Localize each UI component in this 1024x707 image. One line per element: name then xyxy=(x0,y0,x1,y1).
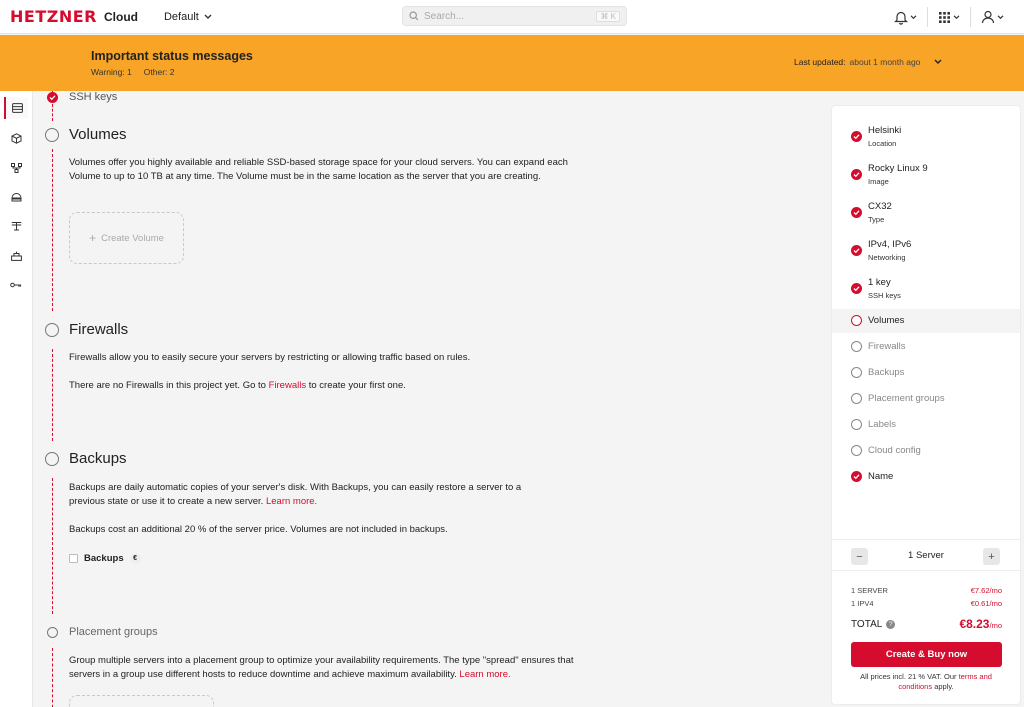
load-balancer-icon xyxy=(11,192,22,202)
total-row xyxy=(851,617,1002,631)
plus-icon: + xyxy=(89,231,97,245)
project-name: Default xyxy=(163,10,199,23)
price-label: 1 IPV4 xyxy=(851,599,874,608)
decrease-quantity-button[interactable]: − xyxy=(851,548,868,565)
placement-groups-learn-more-link[interactable]: Learn more. xyxy=(459,669,511,680)
warning-count: Warning: 1 xyxy=(91,67,132,77)
sidebar-item-servers[interactable] xyxy=(4,97,28,119)
summary-value: Rocky Linux 9 xyxy=(868,163,928,174)
sidebar-item-floating-ips[interactable] xyxy=(4,245,28,267)
create-volume-label: Create Volume xyxy=(101,232,164,244)
chevron-down-icon xyxy=(204,14,212,20)
summary-item-firewalls[interactable] xyxy=(832,335,1020,359)
summary-item-location[interactable] xyxy=(832,124,1020,154)
step-circle-icon xyxy=(45,452,59,466)
other-count: Other: 2 xyxy=(143,67,175,77)
step-circle-icon xyxy=(851,393,862,404)
step-circle-icon xyxy=(851,315,862,326)
order-summary-panel xyxy=(832,106,1020,704)
firewalls-link[interactable]: Firewalls xyxy=(268,380,307,391)
summary-item-image[interactable] xyxy=(832,162,1020,192)
help-icon[interactable]: ? xyxy=(886,620,895,629)
check-circle-icon xyxy=(851,207,862,218)
notifications-button[interactable] xyxy=(884,7,927,27)
user-icon xyxy=(981,10,995,24)
account-menu-button[interactable] xyxy=(971,7,1014,27)
increase-quantity-button[interactable]: + xyxy=(983,548,1000,565)
search-input[interactable] xyxy=(424,11,574,22)
network-icon xyxy=(11,163,22,173)
total-price-value: €8.23 xyxy=(959,617,990,631)
firewalls-empty-after: to create your first one. xyxy=(308,380,406,391)
firewalls-empty-text xyxy=(69,379,569,393)
step-connector xyxy=(52,149,53,311)
firewalls-description: Firewalls allow you to easily secure your servers by restricting or allowing traffic based on rules. xyxy=(69,352,471,363)
sidebar-item-firewalls[interactable] xyxy=(4,215,28,237)
firewall-icon xyxy=(11,221,22,231)
backups-checkbox[interactable] xyxy=(69,554,78,563)
step-circle-icon xyxy=(45,323,59,337)
hetzner-logo[interactable]: HETZNER xyxy=(10,7,97,26)
create-placement-group-button[interactable] xyxy=(69,695,214,707)
summary-value: Placement groups xyxy=(868,393,945,404)
search-icon xyxy=(409,11,419,21)
backups-cost-text: Backups cost an additional 20 % of the server price. Volumes are not included in backups. xyxy=(69,524,448,535)
floating-ip-icon xyxy=(11,251,22,261)
summary-item-ssh-keys[interactable] xyxy=(832,276,1020,306)
summary-value: CX32 xyxy=(868,201,892,212)
last-updated-value: about 1 month ago xyxy=(849,57,921,67)
price-value: €0.61/mo xyxy=(970,599,1002,608)
sidebar-item-volumes[interactable] xyxy=(4,127,28,149)
section-title-volumes[interactable]: Volumes xyxy=(69,126,127,143)
price-label: 1 SERVER xyxy=(851,586,888,595)
summary-value: Helsinki xyxy=(868,125,902,136)
summary-label: Networking xyxy=(868,253,906,262)
check-circle-icon xyxy=(851,131,862,142)
summary-item-volumes[interactable] xyxy=(832,309,1020,333)
placement-groups-text: Group multiple servers into a placement group to optimize your availability requirements. The type "spread" ensures that servers in a group use different hosts to reduce downtime and achieve maximum availability. xyxy=(69,655,574,680)
backups-checkbox-row[interactable] xyxy=(69,553,141,564)
summary-item-networking[interactable] xyxy=(832,238,1020,268)
banner-title: Important status messages xyxy=(91,49,253,63)
section-title-placement-groups[interactable]: Placement groups xyxy=(69,626,158,638)
total-price xyxy=(959,617,1002,631)
step-circle-icon xyxy=(851,367,862,378)
check-circle-icon xyxy=(851,169,862,180)
backups-learn-more-link[interactable]: Learn more. xyxy=(265,496,318,507)
summary-value: Volumes xyxy=(868,315,905,326)
backups-description-text: Backups are daily automatic copies of your server's disk. With Backups, you can easily restore a server to a previous state or use it to create a new server. xyxy=(69,482,522,507)
price-row-ipv4 xyxy=(851,599,1002,608)
summary-value: Cloud config xyxy=(868,445,921,456)
create-server-form xyxy=(33,91,833,707)
vat-text: All prices incl. 21 % VAT. Our xyxy=(860,672,957,681)
server-icon xyxy=(12,103,23,113)
server-quantity-stepper xyxy=(832,539,1020,571)
search-box[interactable] xyxy=(402,6,627,26)
status-banner[interactable] xyxy=(0,35,1024,91)
price-value: €7.62/mo xyxy=(970,586,1002,595)
price-row-server xyxy=(851,586,1002,595)
backups-description xyxy=(69,481,549,509)
top-bar xyxy=(0,0,1024,34)
section-title-firewalls[interactable]: Firewalls xyxy=(69,321,129,338)
summary-value: Name xyxy=(868,471,894,482)
summary-value: Backups xyxy=(868,367,905,378)
euro-icon: € xyxy=(130,553,141,564)
check-circle-icon xyxy=(47,92,58,103)
summary-item-name[interactable] xyxy=(832,465,1020,489)
terms-link[interactable]: terms and conditions xyxy=(898,672,992,691)
step-connector xyxy=(52,648,53,707)
vat-notice xyxy=(846,672,1006,692)
summary-value: Labels xyxy=(868,419,896,430)
step-connector xyxy=(52,104,53,121)
step-circle-icon xyxy=(851,419,862,430)
create-and-buy-button[interactable]: Create & Buy now xyxy=(851,642,1002,667)
chevron-down-icon xyxy=(910,15,917,20)
step-circle-icon xyxy=(45,128,59,142)
section-title-ssh-keys[interactable]: SSH keys xyxy=(69,91,118,103)
create-volume-button[interactable] xyxy=(69,212,184,264)
logo-cloud-label: Cloud xyxy=(103,9,138,24)
sidebar-item-load-balancers[interactable] xyxy=(4,186,28,208)
summary-item-placement-groups[interactable] xyxy=(832,387,1020,411)
key-icon xyxy=(10,282,22,288)
step-connector xyxy=(52,478,53,614)
check-circle-icon xyxy=(851,245,862,256)
sidebar-item-security[interactable] xyxy=(4,274,28,296)
summary-label: Type xyxy=(868,215,885,224)
step-circle-icon xyxy=(851,445,862,456)
step-circle-icon xyxy=(851,341,862,352)
summary-item-backups[interactable] xyxy=(832,361,1020,385)
check-circle-icon xyxy=(851,283,862,294)
firewalls-empty-before: There are no Firewalls in this project yet. Go to xyxy=(69,380,266,391)
total-price-unit: /mo xyxy=(989,621,1002,630)
summary-label: SSH keys xyxy=(868,291,901,300)
apps-menu-button[interactable] xyxy=(928,7,970,27)
check-circle-icon xyxy=(851,471,862,482)
left-sidebar xyxy=(0,91,33,707)
banner-counts xyxy=(91,67,175,77)
summary-label: Location xyxy=(868,139,897,148)
banner-last-updated xyxy=(794,57,942,67)
summary-value: 1 key xyxy=(868,277,891,288)
summary-label: Image xyxy=(868,177,889,186)
backups-checkbox-label: Backups xyxy=(84,553,124,564)
project-switcher[interactable] xyxy=(164,11,212,23)
chevron-down-icon xyxy=(953,15,960,20)
section-title-backups[interactable]: Backups xyxy=(69,450,127,467)
last-updated-label: Last updated: xyxy=(794,57,846,67)
summary-item-type[interactable] xyxy=(832,200,1020,230)
total-label xyxy=(851,619,895,630)
summary-value: Firewalls xyxy=(868,341,906,352)
sidebar-item-networks[interactable] xyxy=(4,157,28,179)
bell-icon xyxy=(894,10,908,25)
chevron-down-icon xyxy=(997,15,1004,20)
server-quantity-text: 1 Server xyxy=(908,550,944,561)
grid-icon xyxy=(938,11,951,24)
chevron-down-icon[interactable] xyxy=(934,59,942,65)
summary-item-labels[interactable] xyxy=(832,413,1020,437)
vat-text-after: apply. xyxy=(934,682,954,691)
step-connector xyxy=(52,349,53,441)
summary-item-cloud-config[interactable] xyxy=(832,439,1020,463)
cube-icon xyxy=(11,133,22,144)
placement-groups-description xyxy=(69,654,574,682)
step-circle-icon xyxy=(47,627,58,638)
total-label-text: TOTAL xyxy=(851,618,883,630)
summary-value: IPv4, IPv6 xyxy=(868,239,912,250)
volumes-description: Volumes offer you highly available and reliable SSD-based storage space for your cloud servers. You can expand each Volume to up to 10 TB at any time. The Volume must be in the same location as the server that you are creating. xyxy=(69,157,568,182)
search-shortcut: ⌘ K xyxy=(596,11,620,22)
